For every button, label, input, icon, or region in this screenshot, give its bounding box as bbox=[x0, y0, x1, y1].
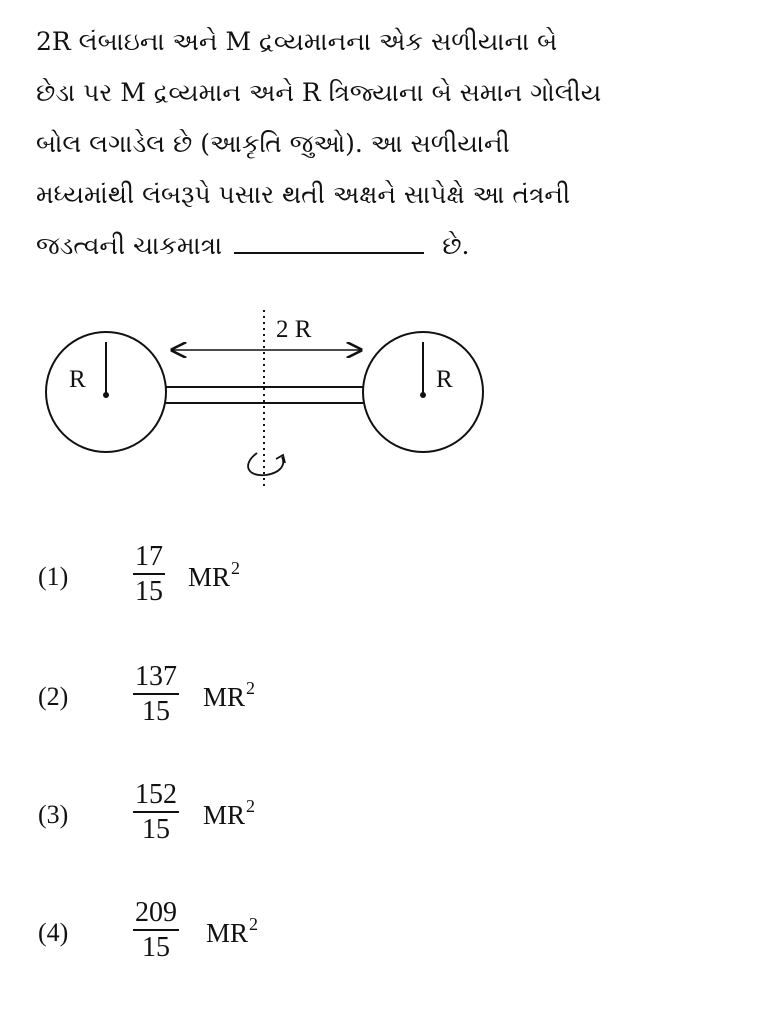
option-4[interactable] bbox=[38, 896, 438, 970]
option-number: (4) bbox=[38, 918, 69, 947]
fraction-denominator: 15 bbox=[135, 576, 163, 607]
fraction-numerator: 209 bbox=[133, 896, 179, 931]
unit-base: MR bbox=[203, 800, 246, 830]
unit-base: MR bbox=[203, 682, 246, 712]
unit-exponent: 2 bbox=[246, 678, 256, 698]
question-line-4: મધ્યમાંથી લંબરૂપે પસાર થતી અક્ષને સાપેક્ષે આ તંત્રની bbox=[36, 180, 571, 209]
fraction bbox=[133, 540, 165, 608]
right-center-dot bbox=[420, 392, 426, 398]
question-line-5 bbox=[36, 220, 736, 271]
question-text bbox=[36, 16, 736, 271]
option-3[interactable] bbox=[38, 778, 438, 852]
dumbbell-diagram bbox=[36, 305, 496, 505]
left-radius-label: R bbox=[69, 366, 86, 393]
option-2[interactable] bbox=[38, 660, 438, 734]
unit-exponent: 2 bbox=[231, 558, 241, 578]
unit-base: MR bbox=[188, 562, 231, 592]
question-line-3: બોલ લગાડેલ છે (આકૃતિ જુઓ). આ સળીયાની bbox=[36, 129, 510, 158]
right-radius-label: R bbox=[436, 366, 453, 393]
fraction bbox=[133, 896, 179, 964]
unit-term bbox=[188, 558, 240, 593]
fraction-numerator: 152 bbox=[133, 778, 179, 813]
fraction-denominator: 15 bbox=[142, 814, 170, 845]
dumbbell-figure bbox=[36, 305, 496, 509]
fraction-numerator: 17 bbox=[133, 540, 165, 575]
answer-blank bbox=[234, 230, 424, 254]
fraction bbox=[133, 660, 179, 728]
question-suffix: છે. bbox=[442, 231, 470, 260]
question-line-1: 2R લંબાઇના અને M દ્રવ્યમાનના એક સળીયાના બે bbox=[36, 27, 558, 56]
unit-term bbox=[203, 796, 255, 831]
fraction-numerator: 137 bbox=[133, 660, 179, 695]
length-label: 2 R bbox=[276, 316, 312, 343]
left-center-dot bbox=[103, 392, 109, 398]
fraction-denominator: 15 bbox=[142, 932, 170, 963]
fraction-denominator: 15 bbox=[142, 696, 170, 727]
unit-exponent: 2 bbox=[249, 914, 259, 934]
question-line-5-text: જડત્વની ચાકમાત્રા bbox=[36, 231, 223, 260]
unit-base: MR bbox=[206, 918, 249, 948]
option-number: (2) bbox=[38, 682, 69, 711]
rotation-arrow-icon bbox=[248, 453, 283, 475]
unit-term bbox=[206, 914, 258, 949]
unit-exponent: 2 bbox=[246, 796, 256, 816]
option-number: (1) bbox=[38, 562, 69, 591]
fraction bbox=[133, 778, 179, 846]
unit-term bbox=[203, 678, 255, 713]
question-line-2: છેડા પર M દ્રવ્યમાન અને R ત્રિજ્યાના બે સમાન ગોલીય bbox=[36, 78, 602, 107]
option-number: (3) bbox=[38, 800, 69, 829]
option-1[interactable] bbox=[38, 540, 438, 614]
